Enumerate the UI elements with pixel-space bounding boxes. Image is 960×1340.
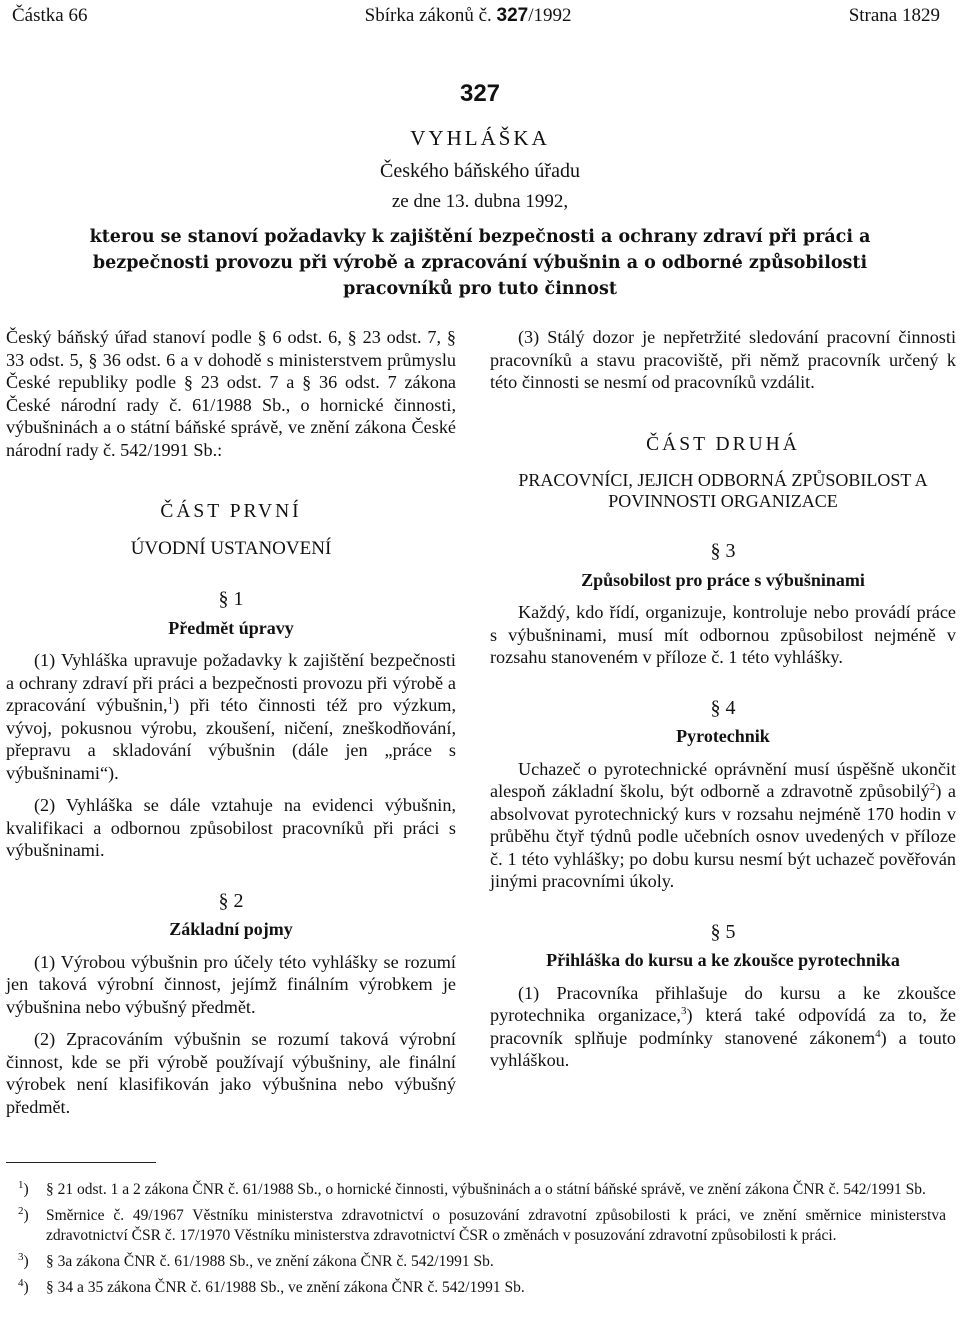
footnote-ref-4: 4 [875, 1027, 881, 1040]
section-4-text [490, 758, 956, 893]
footnote-mark: $^4$) [18, 1276, 29, 1296]
header-part: Částka 66 [12, 5, 88, 26]
right-column [490, 326, 956, 1082]
section-2-paragraph-3: (3) Stálý dozor je nepřetržité sledování pracovní činnosti pracovníků a stavu pracoviště, při němž pracovník určený k této činnosti se nesmí od pracovníků vzdálit. [490, 327, 956, 392]
part-two-title: ČÁST DRUHÁ [646, 433, 800, 455]
document-issuer: Českého báňského úřadu [380, 160, 580, 182]
footnote-2 [18, 1206, 946, 1246]
header-collection-prefix: Sbírka zákonů č. [364, 5, 497, 26]
section-2-paragraph-1: (1) Výrobou výbušnin pro účely této vyhlášky se rozumí jen taková výrobní činnost, jejímž finálním výrobkem je výbušnina nebo výbušný předmět. [6, 951, 456, 1017]
part-one-subtitle: ÚVODNÍ USTANOVENÍ [130, 537, 332, 559]
section-1-number: § 1 [218, 588, 244, 610]
footnote-ref-3: 3 [680, 1004, 687, 1017]
document-date: ze dne 13. dubna 1992, [391, 191, 569, 212]
footnote-4 [18, 1278, 946, 1298]
section-5-number: § 5 [710, 920, 736, 943]
footnote-text: Směrnice č. 49/1967 Věstníku ministerstva zdravotnictví o posuzování zdravotní způsobilosti k práci, ve znění směrnice ministerstva zdravotnictví ČSR č. 17/1970 Věstníku ministerstva zdravotnictví ČSR o změnách v posuzování zdravotní způsobilosti k práci. [46, 1207, 946, 1244]
section-2-paragraph-2: (2) Zpracováním výbušnin se rozumí taková výrobní činnost, kde se při výrobě používají výbušniny, ale finální výrobek není klasifikován jako výbušnina nebo výbušný předmět. [6, 1029, 456, 1117]
header-page: Strana 1829 [848, 5, 940, 26]
header-collection [365, 5, 572, 27]
section-1-title: Předmět úpravy [168, 617, 294, 638]
section-3-title: Způsobilost pro práce s výbušninami [581, 569, 865, 590]
header-collection-year: /1992 [528, 5, 572, 26]
section-1-paragraph-1 [6, 649, 456, 784]
footnote-separator [6, 1162, 156, 1163]
section-1-p1-text-a: (1) Vyhláška upravuje požadavky k zajištění bezpečnosti a ochrany zdraví při práci a bezpečnosti provozu při výrobě a zpracování výbušnin, [6, 650, 456, 715]
footnote-ref-2: 2 [929, 780, 936, 793]
section-2-number: § 2 [218, 889, 244, 912]
section-1-p1-text-b: ) při této činnosti též pro výzkum, vývoj, pokusnou výrobu, zkoušení, ničení, zneškodňování, přepravu a skladování výbušnin (dále jen „práce s výbušninami“). [6, 695, 456, 783]
section-2-title: Základní pojmy [169, 919, 293, 939]
part-one-title: ČÁST PRVNÍ [160, 501, 302, 522]
section-5-paragraph-1 [490, 982, 956, 1072]
footnote-text: § 21 odst. 1 a 2 zákona ČNR č. 61/1988 Sb., o hornické činnosti, výbušninách a o státní báňské správě, ve znění zákona ČNR č. 542/1991 Sb. [46, 1181, 926, 1198]
section-5-text-a: (1) Pracovníka přihlašuje do kursu a ke zkoušce pyrotechnika organizace, [490, 982, 956, 1025]
footnote-1 [18, 1180, 946, 1200]
footnotes [18, 1180, 946, 1304]
page-header [12, 4, 940, 28]
header-collection-number: 327 [496, 5, 529, 26]
footnote-text: § 34 a 35 zákona ČNR č. 61/1988 Sb., ve znění zákona ČNR č. 542/1991 Sb. [46, 1279, 525, 1296]
section-3-number: § 3 [710, 540, 736, 562]
document-subject: kterou se stanoví požadavky k zajištění bezpečnosti a ochrany zdraví při práci a bezpečnosti provozu při výrobě a zpracování výbušnin a o odborné způsobilosti pracovníků pro tuto činnost [89, 227, 871, 299]
document-number: 327 [459, 80, 501, 107]
footnote-mark: $^1$) [18, 1178, 29, 1198]
section-5-text-b: ) která také odpovídá za to, že pracovník splňuje podmínky stanovené zákonem [490, 1005, 956, 1048]
section-3-text: Každý, kdo řídí, organizuje, kontroluje nebo provádí práce s výbušninami, musí mít odbornou způsobilost nejméně v rozsahu stanoveném v příloze č. 1 této vyhlášky. [490, 602, 956, 667]
section-4-number: § 4 [710, 696, 736, 719]
footnote-mark: $^3$) [18, 1250, 29, 1270]
left-column [6, 326, 456, 1128]
section-5-text-c: ) a touto vyhláškou. [490, 1027, 956, 1070]
section-1-paragraph-2: (2) Vyhláška se dále vztahuje na evidenci výbušnin, kvalifikaci a odbornou způsobilost pracovníků při práci s výbušninami. [6, 795, 456, 860]
footnote-mark: $^2$) [18, 1204, 29, 1224]
preamble: Český báňský úřad stanoví podle § 6 odst. 6, § 23 odst. 7, § 33 odst. 5, § 36 odst. 6 a v dohodě s ministerstvem průmyslu České republiky podle § 23 odst. 7 a § 36 odst. 7 zákona České národní rady č. 61/1988 Sb., o hornické činnosti, výbušninách a o státní báňské správě, ve znění zákona České národní rady č. 542/1991 Sb.: [6, 327, 456, 460]
document-type: VYHLÁŠKA [410, 126, 550, 150]
section-4-title: Pyrotechnik [676, 726, 770, 746]
part-two-subtitle: PRACOVNÍCI, JEJICH ODBORNÁ ZPŮSOBILOST A POVINNOSTI ORGANIZACE [518, 470, 928, 511]
section-4-text-b: ) a absolvovat pyrotechnický kurs v rozsahu nejméně 170 hodin v průběhu čtyř týdnů podle učebních osnov uvedených v příloze č. 1 této vyhlášky; po dobu kursu nesmí být uchazeč pověřován jinými pracovními úkoly. [490, 781, 956, 891]
footnote-3 [18, 1252, 946, 1272]
section-4-text-a: Uchazeč o pyrotechnické oprávnění musí úspěšně ukončit alespoň základní školu, být odborně a zdravotně způsobilý [490, 758, 956, 801]
section-5-title: Přihláška do kursu a ke zkoušce pyrotechnika [546, 950, 900, 970]
footnote-text: § 3a zákona ČNR č. 61/1988 Sb., ve znění zákona ČNR č. 542/1991 Sb. [46, 1253, 494, 1270]
footnote-ref-1: 1 [167, 694, 174, 707]
